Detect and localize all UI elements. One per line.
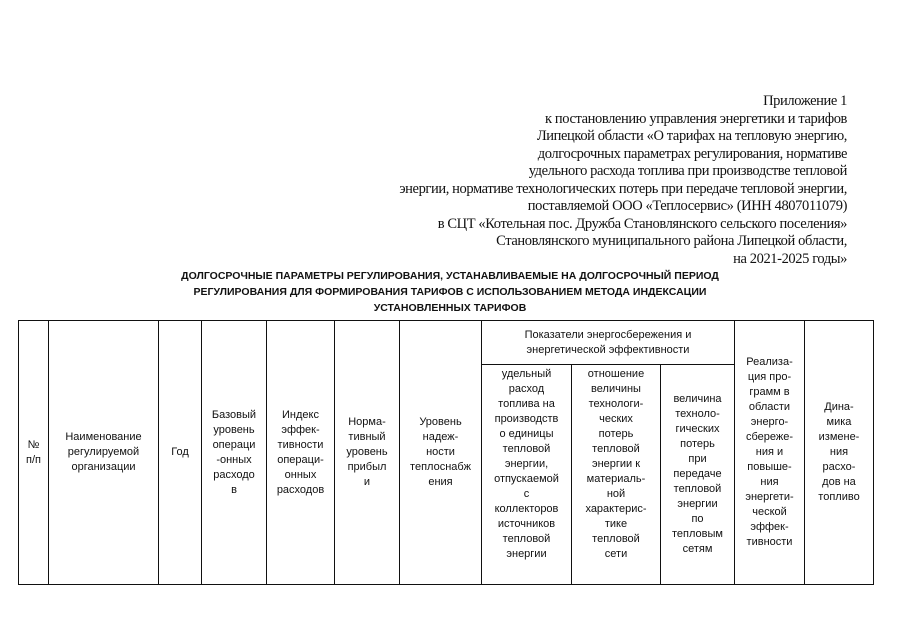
table-header-row	[19, 321, 874, 365]
appendix-line: энергии, нормативе технологических потерь при передаче тепловой энергии,	[399, 180, 847, 197]
appendix-line: поставляемой ООО «Теплосервис» (ИНН 4807011079)	[527, 198, 847, 214]
header-normative-profit: Норма- тивный уровень прибыл и	[335, 321, 400, 585]
appendix-line: Становлянского муниципального района Липецкой области,	[496, 233, 847, 249]
header-specific-fuel: удельный расход топлива на производств о единицы тепловой энергии, отпускаемой с коллекторов источников тепловой энергии	[482, 365, 572, 585]
appendix-line: Приложение 1	[763, 93, 847, 109]
appendix-line: удельного расхода топлива при производстве тепловой	[528, 163, 847, 179]
header-tech-losses: величина техноло- гических потерь при передаче тепловой энергии по тепловым сетям	[661, 365, 735, 585]
header-efficiency-index: Индекс эффек- тивности операци- онных расходов	[267, 321, 335, 585]
header-number: № п/п	[19, 321, 49, 585]
document-title	[140, 268, 760, 316]
appendix-line: к постановлению управления энергетики и тарифов	[545, 110, 847, 127]
header-organization: Наименование регулируемой организации	[49, 321, 159, 585]
parameters-table	[18, 320, 874, 585]
title-line: УСТАНОВЛЕННЫХ ТАРИФОВ	[373, 302, 527, 314]
header-loss-ratio: отношение величины технологи- ческих потерь тепловой энергии к материаль- ной характерис- тике тепловой сети	[572, 365, 661, 585]
header-energy-program: Реализа- ция про- грамм в области энерго- сбереже- ния и повыше- ния энергети- ческой эффек- тивности	[735, 321, 805, 585]
appendix-line: Липецкой области «О тарифах на тепловую энергию,	[536, 128, 847, 144]
appendix-line: в СЦТ «Котельная пос. Дружба Становлянского сельского поселения»	[437, 215, 847, 232]
appendix-line: на 2021-2025 годы»	[733, 250, 847, 267]
title-line: РЕГУЛИРОВАНИЯ ДЛЯ ФОРМИРОВАНИЯ ТАРИФОВ С ИСПОЛЬЗОВАНИЕМ МЕТОДА ИНДЕКСАЦИИ	[193, 286, 707, 298]
header-base-opex: Базовый уровень операци -онных расходо в	[202, 321, 267, 585]
appendix-line: долгосрочных параметрах регулирования, нормативе	[537, 145, 847, 162]
header-year: Год	[159, 321, 202, 585]
header-energy-indicators: Показатели энергосбережения и энергетической эффективности	[482, 321, 735, 365]
title-line: ДОЛГОСРОЧНЫЕ ПАРАМЕТРЫ РЕГУЛИРОВАНИЯ, УСТАНАВЛИВАЕМЫЕ НА ДОЛГОСРОЧНЫЙ ПЕРИОД	[181, 270, 719, 282]
appendix-header	[287, 93, 847, 268]
header-fuel-dynamics: Дина- мика измене- ния расхо- дов на топливо	[805, 321, 874, 585]
header-reliability: Уровень надеж- ности теплоснабж ения	[400, 321, 482, 585]
